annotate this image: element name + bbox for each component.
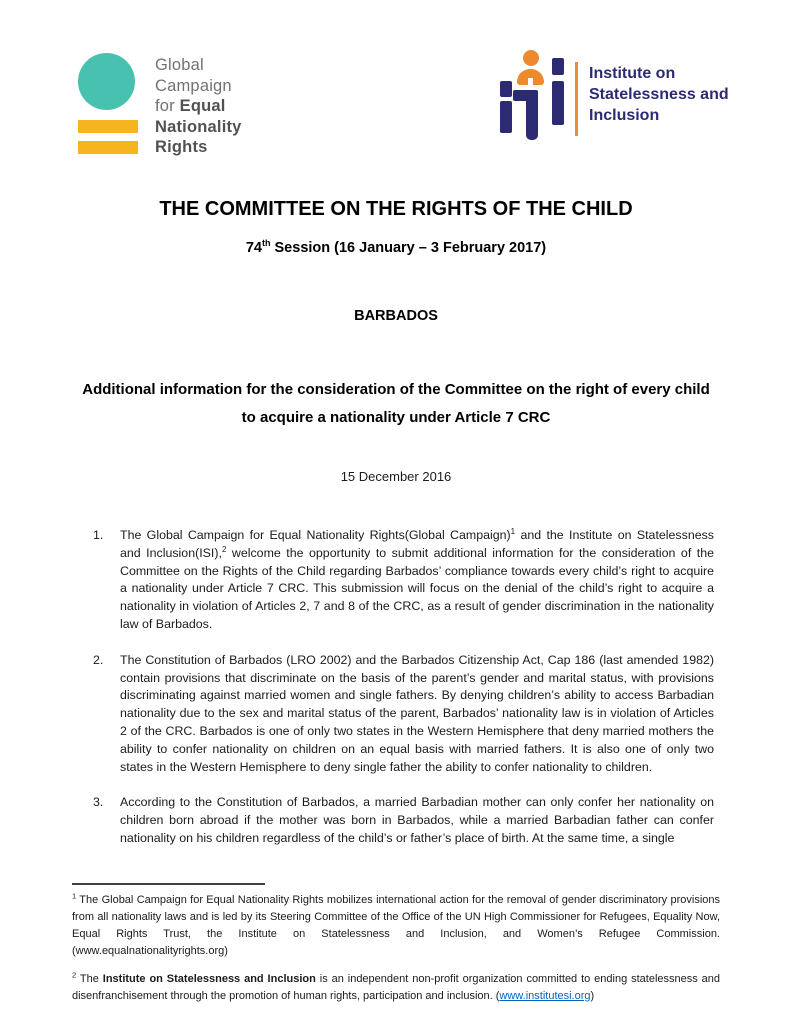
paragraph-number: 2. [93,652,104,667]
isi-logo-mark-icon [500,50,564,142]
numbered-paragraph [93,794,714,847]
logo-text-line: Inclusion [589,107,660,124]
yellow-bar-icon [78,120,138,133]
paragraph-number: 3. [93,795,104,810]
footnote-2: $^2$ The Institute on Statelessness and Inclusion is an independent non-profit organization committed to ending statelessness and disenfranchisement through the promotion of human rights, participation and inclusion. (www.institutesi.org) [72,970,721,1002]
global-campaign-logo [78,53,242,158]
footnote-separator [72,883,265,885]
divider [575,62,578,136]
institutesi-link[interactable]: www.institutesi.org [499,990,591,1002]
numbered-paragraph [93,527,714,634]
logo-text-line: Institute on [589,65,676,82]
isi-left-i [500,81,512,97]
logo-text-line: Statelessness and [589,86,729,103]
yellow-bar-icon [78,141,138,154]
person-head-icon [523,50,539,66]
logo-text-line: for Equal [155,97,226,115]
footnote-1: $^1$ The Global Campaign for Equal Nationality Rights mobilizes international action for the removal of gender discriminatory provisions from all nationality laws and is led by its Steering Committee of the Office of the UN High Commissioner for Refugees, Equality Now, Equal Rights Trust, the Institute on Statelessness and Inclusion, and Women’s Refugee Commission. (www.equalnationalityrights.org) [72,891,720,957]
paragraph-text: The Constitution of Barbados (LRO 2002) and the Barbados Citizenship Act, Cap 186 (last amended 1982) contain provisions that discriminate on the basis of the parent’s gender and marital status, with provisions discriminating against married women and single fathers. By denying children’s ability to access Barbadian nationality due to the sex and marital status of the parent, Barbados’ nationality law is in violation of Articles 2 of the CRC. Barbados is one of only two states in the Western Hemisphere that deny married mothers the ability to confer nationality on children on an equal basis with married fathers. It is also one of only two states in the Western Hemisphere to deny single father the ability to confer nationality to children. [120,652,714,774]
country-heading: BARBADOS [354,308,438,324]
global-campaign-logo-text [155,53,242,158]
document-subtitle: Additional information for the consideration of the Committee on the right of every child to acquire a nationality under Article 7 CRC [82,381,710,426]
logo-text-line: Global [155,56,204,74]
footnote-marker: 2 [72,970,77,980]
logo-text-line: Rights [155,138,208,156]
logo-text-line: Nationality [155,117,242,136]
isi-left-i [500,101,512,133]
footnote-ref-2: 2 [221,544,227,554]
session-line: 74th Session (16 January – 3 February 2017) [245,238,547,256]
isi-right-i [552,58,564,75]
footnote-ref-1: 1 [510,526,516,536]
logo-text-line: Campaign [155,76,232,95]
paragraph-number: 1. [93,528,104,542]
footnote-marker: 1 [72,891,77,901]
teal-circle-icon [78,53,135,110]
footnotes-section [72,883,720,1016]
numbered-paragraph [93,652,714,777]
paragraph-text: According to the Constitution of Barbados, a married Barbadian mother can only confer her nationality on children born abroad if the mother was born in Barbados, while a married Barbadian father can confer nationality on his children regardless of the child’s or father’s place of birth. At the same time, a single [120,795,714,845]
isi-logo [500,50,729,142]
paragraph-text: The Global Campaign for Equal Nationality Rights(Global Campaign)$^1$ and the Institute on Statelessness and Inclusion(ISI),$^2$ welcome the opportunity to submit additional information for the consideration of the Committee on the Rights of the Child regarding Barbados’ compliance towards every child’s right to acquire a nationality under Article 7 CRC. This submission will focus on the denial of the child’s right to acquire a nationality in violation of Articles 2, 7 and 8 of the CRC, as a result of gender discrimination in the nationality law of Barbados. [120,526,714,631]
person-torso-notch [528,78,533,85]
isi-s-shape [526,90,538,140]
global-campaign-logo-mark-icon [78,53,138,158]
isi-right-i [552,81,564,125]
document-body [93,527,714,866]
document-title: THE COMMITTEE ON THE RIGHTS OF THE CHILD [159,198,633,220]
document-date: 15 December 2016 [340,469,452,484]
isi-logo-text [589,50,729,126]
